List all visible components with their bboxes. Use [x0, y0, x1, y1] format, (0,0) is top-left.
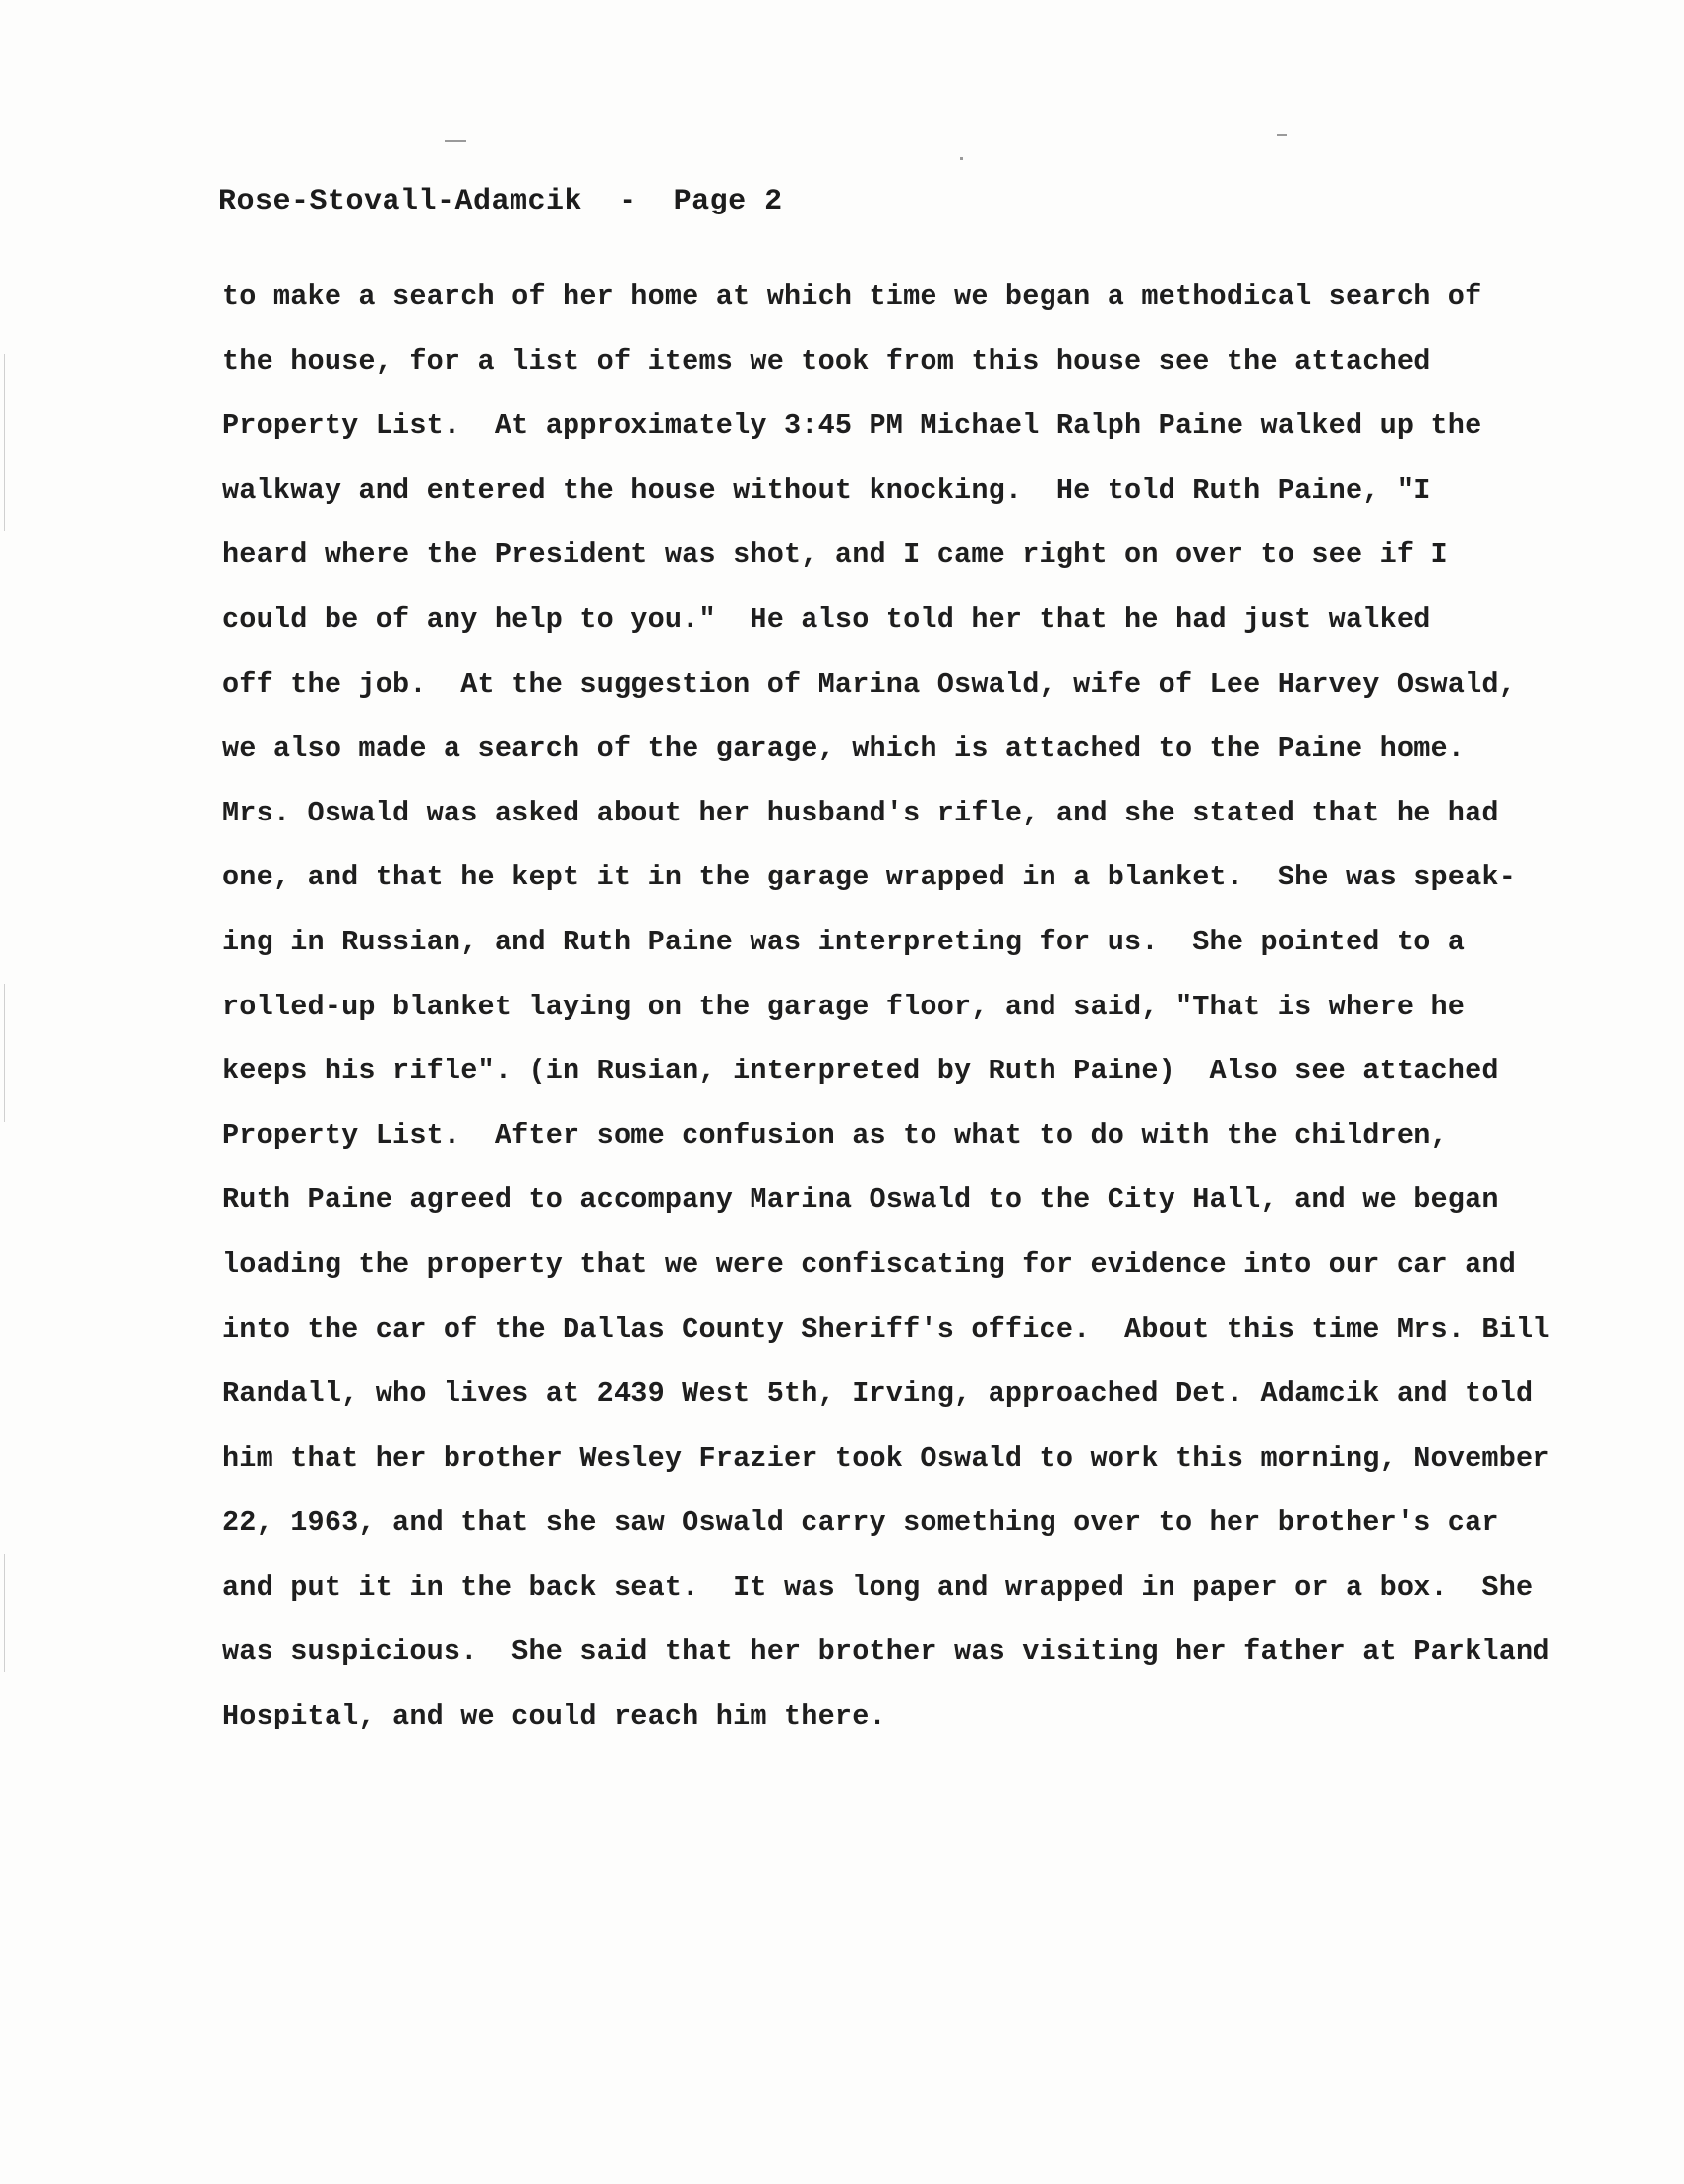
body-paragraph [222, 277, 1550, 1762]
scan-speck [445, 140, 466, 142]
text-line: Randall, who lives at 2439 West 5th, Irving, approached Det. Adamcik and told [222, 1377, 1534, 1411]
text-line: Hospital, and we could reach him there. [222, 1700, 886, 1733]
text-line: one, and that he kept it in the garage wrapped in a blanket. She was speak- [222, 861, 1517, 894]
text-line: was suspicious. She said that her brother was visiting her father at Parkland [222, 1635, 1550, 1668]
text-line: Ruth Paine agreed to accompany Marina Oswald to the City Hall, and we began [222, 1183, 1499, 1217]
scan-edge-mark [4, 354, 5, 531]
scan-edge-mark [4, 1554, 5, 1672]
text-line: Mrs. Oswald was asked about her husband's rifle, and she stated that he had [222, 796, 1499, 829]
text-line: and put it in the back seat. It was long and wrapped in paper or a box. She [222, 1570, 1534, 1604]
text-line: loading the property that we were confiscating for evidence into our car and [222, 1247, 1517, 1281]
text-line: heard where the President was shot, and I came right on over to see if I [222, 538, 1448, 572]
scan-speck [1277, 134, 1287, 136]
text-line: 22, 1963, and that she saw Oswald carry something over to her brother's car [222, 1506, 1499, 1540]
text-line: Property List. At approximately 3:45 PM Michael Ralph Paine walked up the [222, 409, 1482, 443]
text-line: rolled-up blanket laying on the garage floor, and said, "That is where he [222, 990, 1466, 1023]
text-line: could be of any help to you." He also told her that he had just walked [222, 602, 1431, 636]
text-line: into the car of the Dallas County Sheriff's office. About this time Mrs. Bill [222, 1312, 1550, 1346]
scan-speck [960, 157, 963, 160]
text-line: we also made a search of the garage, which is attached to the Paine home. [222, 732, 1466, 765]
text-line: him that her brother Wesley Frazier took Oswald to work this morning, November [222, 1441, 1550, 1475]
text-line: walkway and entered the house without knocking. He told Ruth Paine, "I [222, 473, 1431, 507]
text-line: off the job. At the suggestion of Marina Oswald, wife of Lee Harvey Oswald, [222, 667, 1517, 700]
text-line: keeps his rifle". (in Rusian, interpreted by Ruth Paine) Also see attached [222, 1055, 1499, 1088]
text-line: to make a search of her home at which time we began a methodical search of [222, 280, 1482, 313]
text-line: ing in Russian, and Ruth Paine was interpreting for us. She pointed to a [222, 925, 1466, 958]
scan-edge-mark [4, 984, 5, 1122]
text-line: the house, for a list of items we took from this house see the attached [222, 344, 1431, 378]
text-line: Property List. After some confusion as to what to do with the children, [222, 1119, 1448, 1152]
page-header: Rose-Stovall-Adamcik - Page 2 [218, 185, 783, 218]
